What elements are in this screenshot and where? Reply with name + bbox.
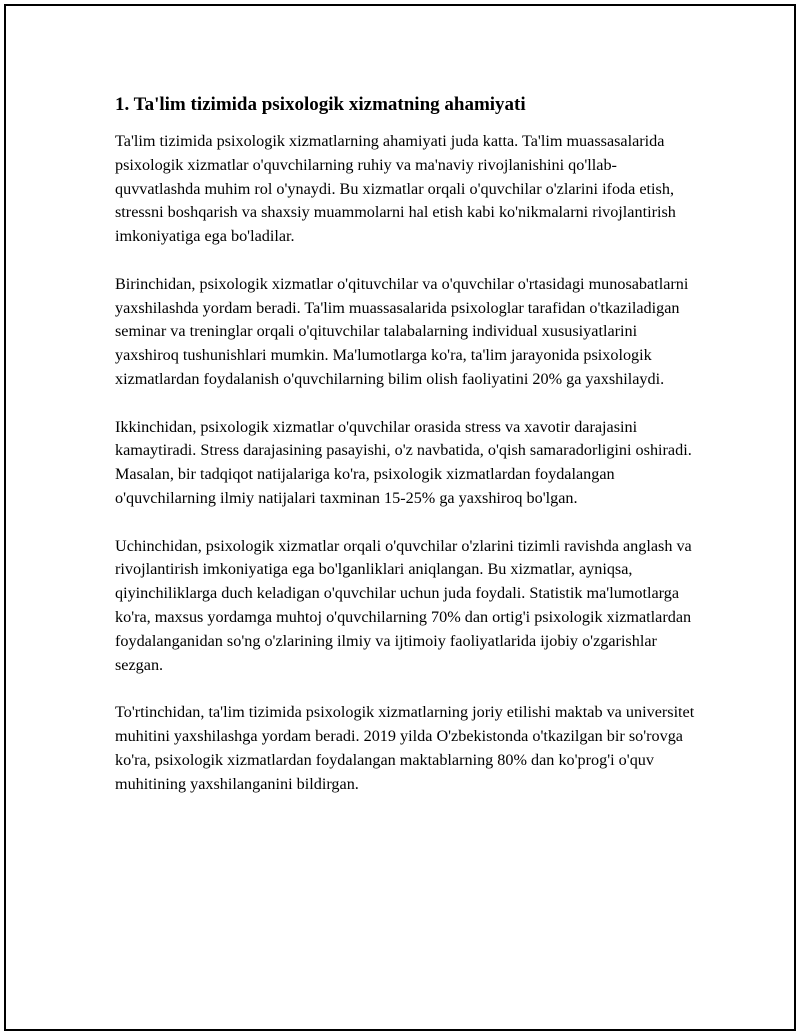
section-heading: 1. Ta'lim tizimida psixologik xizmatning ahamiyati [115,94,526,115]
paragraph-third: Uchinchidan, psixologik xizmatlar orqali o'quvchilar o'zlarini tizimli ravishda anglash va rivojlantirish imkoniyatiga ega bo'lganliklari aniqlangan. Bu xizmatlar, ayniqsa, qiyinchiliklarga duch keladigan o'quvchilar uchun juda foydali. Statistik ma'lumotlarga ko'ra, maxsus yordamga muhtoj o'quvchilarning 70% dan ortig'i psixologik xizmatlardan foydalanganidan so'ng o'zlarining ilmiy va ijtimoiy faoliyatlarida ijobiy o'zgarishlar sezgan. [115,536,692,674]
paragraph-first: Birinchidan, psixologik xizmatlar o'qituvchilar va o'quvchilar o'rtasidagi munosabatlarni yaxshilashda yordam beradi. Ta'lim muassasalarida psixologlar tarafidan o'tkaziladigan seminar va treninglar orqali o'qituvchilar talabalarning individual xususiyatlarini yaxshiroq tushunishlari mumkin. Ma'lumotlarga ko'ra, ta'lim jarayonida psixologik xizmatlardan foydalanish o'quvchilarning bilim olish faoliyatini 20% ga yaxshilaydi. [115,274,689,388]
paragraph-fourth: To'rtinchidan, ta'lim tizimida psixologik xizmatlarning joriy etilishi maktab va universitet muhitini yaxshilashga yordam beradi. 2019 yilda O'zbekistonda o'tkazilgan bir so'rovga ko'ra, psixologik xizmatlardan foydalangan maktablarning 80% dan ko'prog'i o'quv muhitining yaxshilanganini bildirgan. [115,703,695,793]
paragraph-second: Ikkinchidan, psixologik xizmatlar o'quvchilar orasida stress va xavotir darajasini kamaytiradi. Stress darajasining pasayishi, o'z navbatida, o'qish samaradorligini oshiradi. Masalan, bir tadqiqot natijalariga ko'ra, psixologik xizmatlardan foydalangan o'quvchilarning ilmiy natijalari taxminan 15-25% ga yaxshiroq bo'lgan. [115,417,692,507]
document-body [115,92,695,820]
paragraph-intro: Ta'lim tizimida psixologik xizmatlarning ahamiyati juda katta. Ta'lim muassasalarida psixologik xizmatlar o'quvchilarning ruhiy va ma'naviy rivojlanishini qo'llab-quvvatlashda muhim rol o'ynaydi. Bu xizmatlar orqali o'quvchilar o'zlarini ifoda etish, stressni boshqarish va shaxsiy muammolarni hal etish kabi ko'nikmalarni rivojlantirish imkoniyatiga ega bo'ladilar. [115,132,676,246]
